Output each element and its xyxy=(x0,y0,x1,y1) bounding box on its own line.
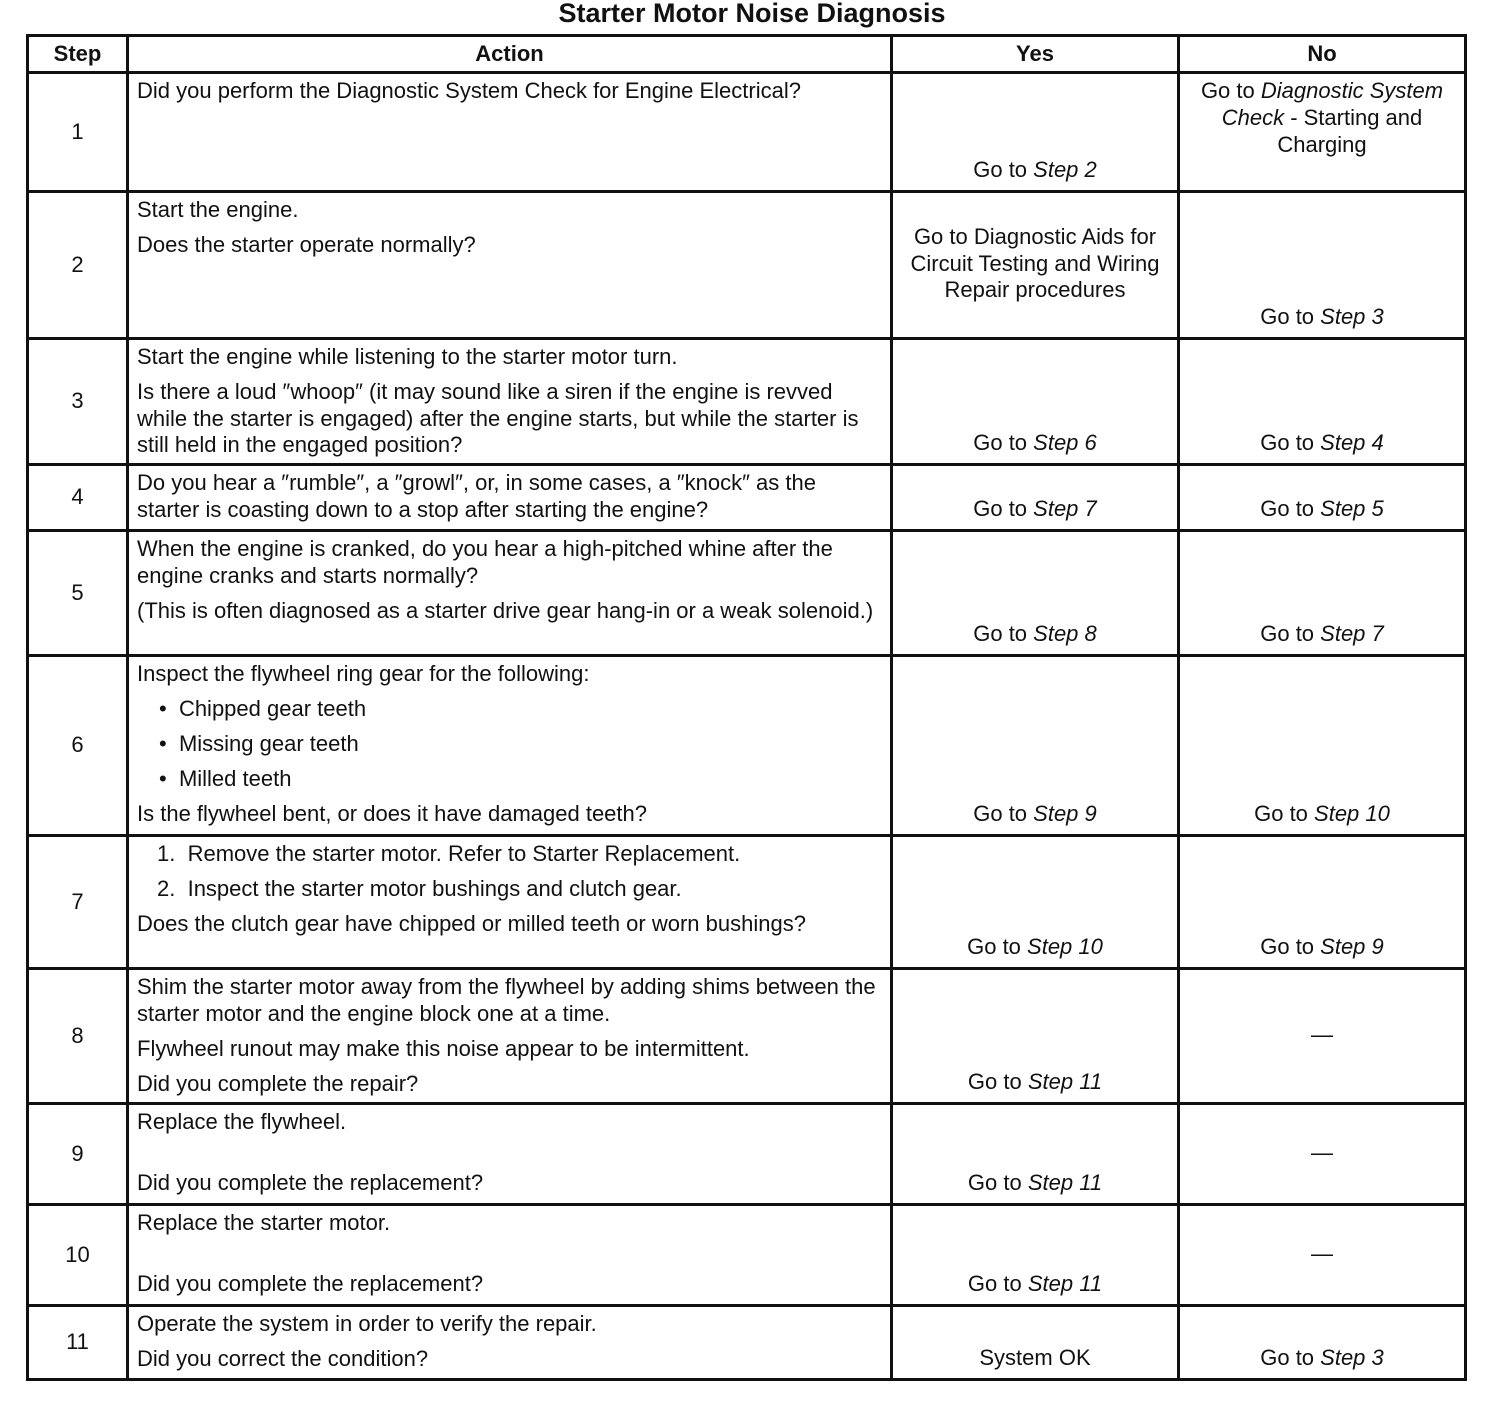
action-cell xyxy=(128,656,892,836)
action-text: Do you hear a ″rumble″, a ″growl″, or, in some cases, a ″knock″ as the starter is coasting down to a stop after starting the engine? xyxy=(137,470,816,523)
goto-text: Go to xyxy=(973,157,1034,183)
yes-cell xyxy=(892,192,1179,339)
page-title: Starter Motor Noise Diagnosis xyxy=(558,0,946,28)
step-number: 1 xyxy=(28,73,128,192)
dash-text: — xyxy=(1311,1240,1333,1266)
yes-cell xyxy=(892,531,1179,656)
action-text: (This is often diagnosed as a starter drive gear hang-in or a weak solenoid.) xyxy=(137,597,874,623)
action-cell xyxy=(128,836,892,969)
yes-cell xyxy=(892,1104,1179,1205)
action-text: Is the flywheel bent, or does it have damaged teeth? xyxy=(137,800,647,826)
yes-text: System OK xyxy=(979,1345,1091,1371)
no-cell xyxy=(1179,192,1466,339)
step-number: 5 xyxy=(28,531,128,656)
step-number: 9 xyxy=(28,1104,128,1205)
table-row xyxy=(28,465,1466,531)
goto-text: Go to xyxy=(973,801,1034,827)
yes-cell xyxy=(892,465,1179,531)
step-number: 11 xyxy=(28,1306,128,1380)
table-row xyxy=(28,1306,1466,1380)
step-link: Step 7 xyxy=(1033,496,1097,522)
table-row xyxy=(28,531,1466,656)
goto-text: Go to xyxy=(1260,496,1321,522)
step-number: 10 xyxy=(28,1205,128,1306)
goto-text: Go to xyxy=(967,934,1028,960)
step-number: 6 xyxy=(28,656,128,836)
table-row xyxy=(28,656,1466,836)
goto-text: Go to xyxy=(1260,304,1321,330)
step-link: Step 5 xyxy=(1320,496,1384,522)
action-text: Did you complete the replacement? xyxy=(137,1170,484,1196)
table-row xyxy=(28,1104,1466,1205)
table-row xyxy=(28,73,1466,192)
bullet-item: • Missing gear teeth xyxy=(159,730,359,756)
action-cell xyxy=(128,531,892,656)
goto-text: Go to xyxy=(1260,934,1321,960)
step-link: Step 6 xyxy=(1033,430,1097,456)
action-cell xyxy=(128,465,892,531)
action-text: Start the engine while listening to the starter motor turn. xyxy=(137,344,678,369)
no-cell xyxy=(1179,836,1466,969)
goto-text: Go to xyxy=(967,1069,1028,1095)
goto-text: Go to xyxy=(1200,78,1261,103)
action-text: Replace the flywheel. xyxy=(137,1109,347,1135)
column-header-action: Action xyxy=(128,36,892,73)
action-text: Operate the system in order to verify the repair. xyxy=(137,1311,597,1337)
action-text: When the engine is cranked, do you hear a high-pitched whine after the engine cranks and starts normally? xyxy=(137,536,833,589)
action-cell xyxy=(128,73,892,192)
dash-text: — xyxy=(1311,1139,1333,1165)
action-text: Did you complete the repair? xyxy=(137,1070,419,1096)
step-link: Step 10 xyxy=(1314,801,1390,827)
table-row xyxy=(28,1205,1466,1306)
step-link: Step 7 xyxy=(1320,621,1384,647)
step-link: Step 11 xyxy=(1027,1271,1103,1297)
action-text: Did you perform the Diagnostic System Check for Engine Electrical? xyxy=(137,78,801,103)
goto-text: Go to xyxy=(1254,801,1315,827)
action-cell xyxy=(128,339,892,465)
goto-text: Go to xyxy=(967,1271,1028,1297)
action-text: Did you complete the replacement? xyxy=(137,1271,484,1297)
yes-cell xyxy=(892,969,1179,1104)
no-cell xyxy=(1179,465,1466,531)
action-cell xyxy=(128,1104,892,1205)
step-link: Step 10 xyxy=(1027,934,1103,960)
yes-cell xyxy=(892,1205,1179,1306)
step-link: Step 3 xyxy=(1320,304,1384,330)
column-header-step: Step xyxy=(28,36,128,73)
no-cell xyxy=(1179,1104,1466,1205)
step-link: Step 4 xyxy=(1320,430,1384,456)
step-link: Step 2 xyxy=(1033,157,1097,183)
step-link: Step 8 xyxy=(1033,621,1097,647)
step-link: Step 11 xyxy=(1027,1170,1103,1196)
header-row xyxy=(28,36,1466,73)
goto-text: Go to xyxy=(973,621,1034,647)
numbered-item: 1. Remove the starter motor. Refer to Starter Replacement. xyxy=(157,841,741,867)
table-row xyxy=(28,969,1466,1104)
goto-text: Go to xyxy=(1260,621,1321,647)
goto-text: Go to xyxy=(973,496,1034,522)
bullet-item: • Chipped gear teeth xyxy=(159,696,367,722)
goto-text: Go to xyxy=(973,430,1034,456)
no-cell xyxy=(1179,531,1466,656)
no-cell xyxy=(1179,1306,1466,1380)
action-text: Flywheel runout may make this noise appear to be intermittent. xyxy=(137,1035,750,1061)
no-suffix-text: - Starting and Charging xyxy=(1277,104,1423,157)
step-link: Step 11 xyxy=(1027,1069,1103,1095)
no-cell xyxy=(1179,1205,1466,1306)
action-text: Shim the starter motor away from the flywheel by adding shims between the starter motor and the engine block one at a time. xyxy=(137,974,876,1027)
step-number: 3 xyxy=(28,339,128,465)
action-text: Does the clutch gear have chipped or milled teeth or worn bushings? xyxy=(137,910,806,936)
yes-text: Go to Diagnostic Aids for Circuit Testing and Wiring Repair procedures xyxy=(910,223,1160,303)
bullet-item: • Milled teeth xyxy=(159,765,292,791)
step-number: 4 xyxy=(28,465,128,531)
no-cell xyxy=(1179,969,1466,1104)
action-text: Replace the starter motor. xyxy=(137,1210,391,1236)
action-text: Does the starter operate normally? xyxy=(137,231,476,257)
column-header-no: No xyxy=(1179,36,1466,73)
table-row xyxy=(28,192,1466,339)
action-text: Start the engine. xyxy=(137,197,299,222)
diagnosis-table xyxy=(26,34,1467,1381)
yes-cell xyxy=(892,656,1179,836)
action-cell xyxy=(128,192,892,339)
no-cell xyxy=(1179,73,1466,192)
action-text: Did you correct the condition? xyxy=(137,1346,429,1372)
column-header-yes: Yes xyxy=(892,36,1179,73)
step-number: 8 xyxy=(28,969,128,1104)
step-link: Step 9 xyxy=(1033,801,1097,827)
step-number: 2 xyxy=(28,192,128,339)
goto-text: Go to xyxy=(1260,430,1321,456)
table-row xyxy=(28,339,1466,465)
action-text: Inspect the flywheel ring gear for the following: xyxy=(137,661,590,687)
no-cell xyxy=(1179,656,1466,836)
yes-cell xyxy=(892,339,1179,465)
yes-cell xyxy=(892,1306,1179,1380)
dash-text: — xyxy=(1311,1021,1333,1047)
no-cell xyxy=(1179,339,1466,465)
step-number: 7 xyxy=(28,836,128,969)
goto-text: Go to xyxy=(967,1170,1028,1196)
goto-text: Go to xyxy=(1260,1345,1321,1371)
yes-cell xyxy=(892,73,1179,192)
yes-cell xyxy=(892,836,1179,969)
action-text: Is there a loud ″whoop″ (it may sound like a siren if the engine is revved while the starter is engaged) after the engine starts, but while the starter is still held in the engaged position? xyxy=(137,378,859,458)
table-row xyxy=(28,836,1466,969)
numbered-item: 2. Inspect the starter motor bushings and clutch gear. xyxy=(157,876,682,902)
action-cell xyxy=(128,969,892,1104)
diagnostic-link: Diagnostic System Check xyxy=(1221,78,1444,130)
step-link: Step 3 xyxy=(1320,1345,1384,1371)
action-cell xyxy=(128,1205,892,1306)
step-link: Step 9 xyxy=(1320,934,1384,960)
action-cell xyxy=(128,1306,892,1380)
